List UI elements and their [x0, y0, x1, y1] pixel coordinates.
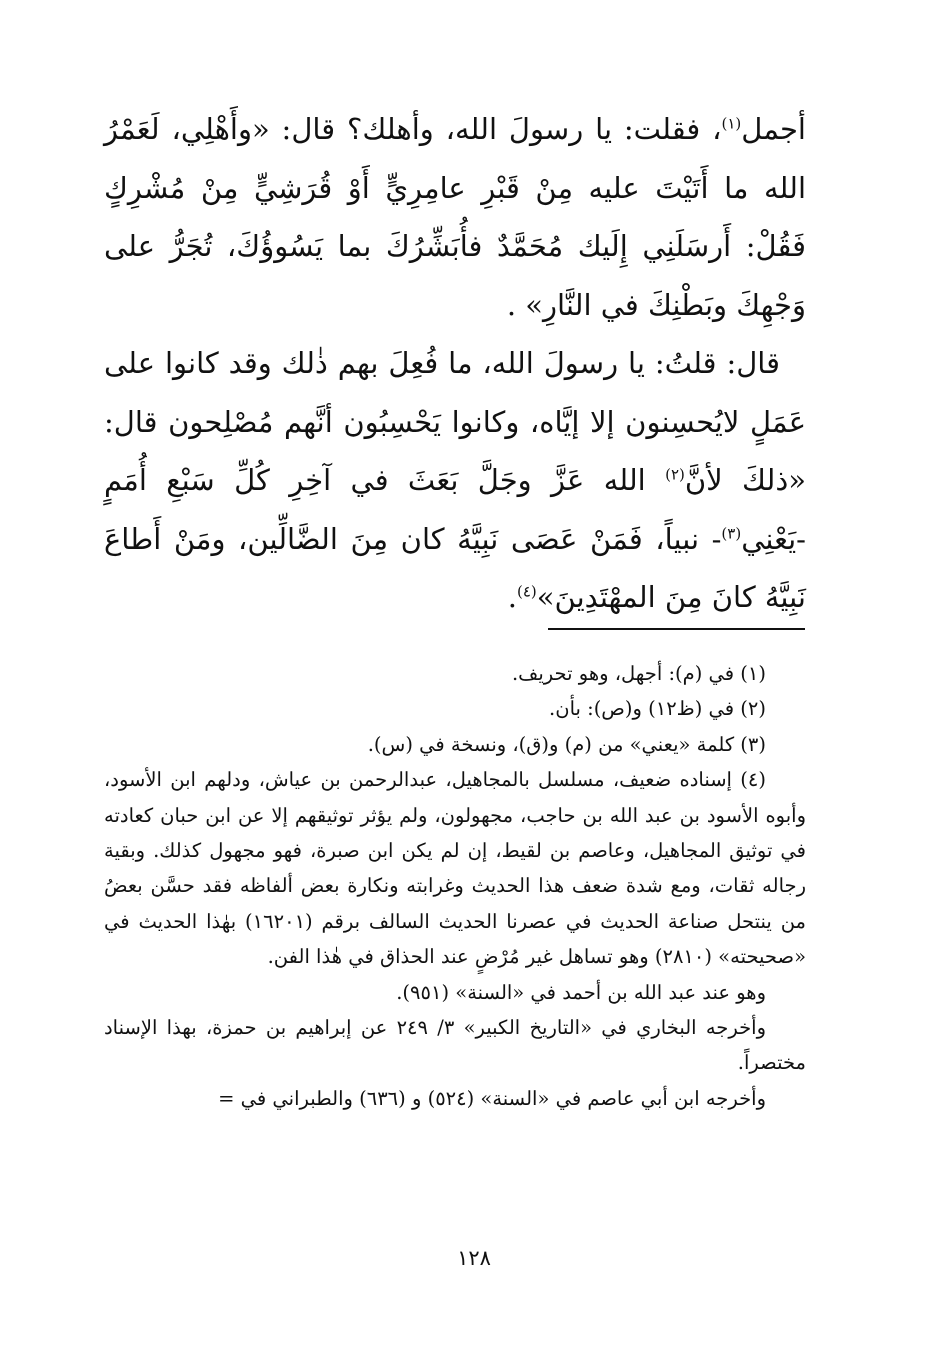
footnote-4-continuation-3: وأخرجه ابن أبي عاصم في «السنة» (٥٢٤) و (٦٣٦) والطبراني في =: [218, 1086, 766, 1110]
footnote-ref-3: (٣): [721, 523, 742, 542]
footnote-4-continuation-2: وأخرجه البخاري في «التاريخ الكبير» ٣/ ٢٤٩ عن إبراهيم بن حمزة، بهذا الإسناد مختصراً.: [104, 1016, 806, 1075]
footnote-4-continuation-1: وهو عند عبد الله بن أحمد في «السنة» (٩٥١).: [396, 980, 766, 1004]
main-text: [104, 100, 806, 627]
footnote-2: (٢) في (ظ١٢) و(ص): بأن.: [549, 697, 766, 721]
footnote-1: (١) في (م): أجهل، وهو تحريف.: [511, 662, 766, 685]
footnote-separator: [548, 628, 805, 630]
footnotes: [104, 656, 806, 1116]
footnote-ref-2: (٢): [665, 465, 685, 484]
page-number: ١٢٨: [457, 1246, 491, 1270]
footnote-4: (٤) إسناده ضعيف، مسلسل بالمجاهيل، عبدالرحمن بن عياش، ودلهم ابن الأسود، وأبوه الأسود بن عبد الله بن حاجب، مجهولون، ولم يؤثر توثيقهم إلا عن ابن حبان كعادته في توثيق المجاهيل، وعاصم بن لقيط، إن لم يكن ابن صبرة، فهو مجهول كذلك. وبقية رجاله ثقات، ومع شدة ضعف هذا الحديث وغرابته ونكارة بعض ألفاظه فقد حسَّن بعضُ من ينتحل صناعة الحديث في عصرنا الحديث السالف برقم (١٦٢٠١) بهٰذا الحديث في «صحيحته» (٢٨١٠) وهو تساهل غير مُرْضٍ عند الحذاق في هٰذا الفن.: [104, 768, 807, 969]
footnote-3: (٣) كلمة «يعني» من (م) و(ق)، ونسخة في (س).: [367, 732, 766, 756]
main-paragraph-2: قال: قلتُ: يا رسولَ الله، ما فُعِلَ بهم ذٰلك وقد كانوا على عَمَلٍ لايُحسِنون إلا إيَّاه، وكانوا يَحْسِبُون أنَّهم مُصْلِحون قال: «ذلكَ لأنَّ$^{(٢)}$ الله عَزَّ وجَلَّ بَعَثَ في آخِرِ كُلِّ سَبْعِ أُمَمٍ -يَعْنِي$^{(٣)}$- نبياً، فَمَنْ عَصَى نَبِيَّهُ كان مِنَ الضَّالِّين، ومَنْ أَطاعَ نَبِيَّهُ كانَ مِنَ المهْتَدِينَ»$^{(٤)}$.: [104, 346, 806, 614]
footnote-ref-1: (١): [721, 114, 742, 133]
footnote-ref-4: (٤): [517, 582, 537, 601]
main-paragraph-1: أجمل$^{(١)}$، فقلت: يا رسولَ الله، وأهلك؟ قال: «وأَهْلِي، لَعَمْرُ الله ما أَتَيْتَ عليه مِنْ قَبْرِ عامِرِيٍّ أَوْ قُرَشِيٍّ مِنْ مُشْرِكٍ فَقُلْ: أَرسَلَنِي إِلَيك مُحَمَّدٌ فأُبَشِّرُكَ بما يَسُوؤُكَ، تُجَرُّ على وَجْهِكَ وبَطْنِكَ في النَّارِ» .: [104, 112, 806, 322]
